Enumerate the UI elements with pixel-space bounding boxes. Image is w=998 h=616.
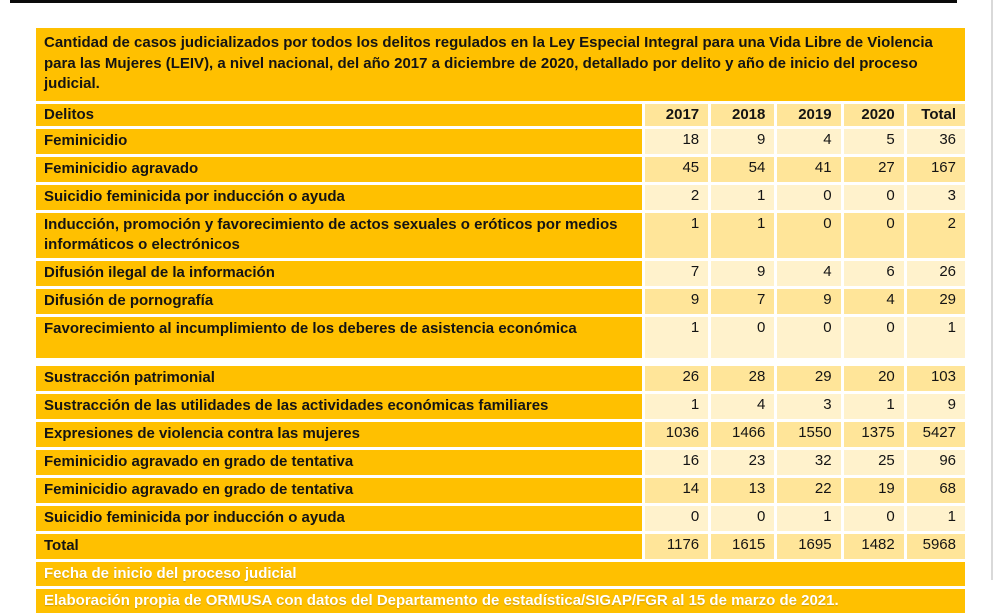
total-row xyxy=(36,534,965,559)
column-header-delitos: Delitos xyxy=(36,104,642,126)
column-header-row xyxy=(36,104,965,126)
value-cell: 9 xyxy=(907,394,965,419)
value-cell: 1036 xyxy=(645,422,708,447)
value-cell: 0 xyxy=(711,317,774,358)
value-cell: 4 xyxy=(711,394,774,419)
total-label: Total xyxy=(36,534,642,559)
value-cell: 0 xyxy=(844,213,904,258)
value-cell: 3 xyxy=(777,394,840,419)
value-cell: 0 xyxy=(777,185,840,210)
page-edge-rule xyxy=(991,0,993,580)
table-title-row xyxy=(36,28,965,101)
table-row xyxy=(36,129,965,154)
value-cell: 41 xyxy=(777,157,840,182)
total-value-2018: 1615 xyxy=(711,534,774,559)
value-cell: 1375 xyxy=(844,422,904,447)
value-cell: 0 xyxy=(844,506,904,531)
value-cell: 3 xyxy=(907,185,965,210)
column-header-2017: 2017 xyxy=(645,104,708,126)
table-title: Cantidad de casos judicializados por todos los delitos regulados en la Ley Especial Integral para una Vida Libre de Violencia para las Mujeres (LEIV), a nivel nacional, del año 2017 a diciembre de 2020, detallado por delito y año de inicio del proceso judicial. xyxy=(36,28,965,101)
value-cell: 27 xyxy=(844,157,904,182)
value-cell: 28 xyxy=(711,366,774,391)
value-cell: 0 xyxy=(844,317,904,358)
table-row xyxy=(36,289,965,314)
value-cell: 16 xyxy=(645,450,708,475)
value-cell: 1 xyxy=(907,506,965,531)
value-cell: 5427 xyxy=(907,422,965,447)
value-cell: 0 xyxy=(777,317,840,358)
value-cell: 14 xyxy=(645,478,708,503)
value-cell: 4 xyxy=(844,289,904,314)
value-cell: 9 xyxy=(711,129,774,154)
value-cell: 36 xyxy=(907,129,965,154)
delito-label: Favorecimiento al incumplimiento de los deberes de asistencia económica xyxy=(36,317,642,358)
column-header-2018: 2018 xyxy=(711,104,774,126)
row-gap-spacer xyxy=(36,361,965,363)
delito-label: Difusión ilegal de la información xyxy=(36,261,642,286)
value-cell: 6 xyxy=(844,261,904,286)
value-cell: 29 xyxy=(907,289,965,314)
leiv-cases-table xyxy=(33,25,968,616)
value-cell: 19 xyxy=(844,478,904,503)
value-cell: 9 xyxy=(777,289,840,314)
value-cell: 0 xyxy=(711,506,774,531)
leiv-table-container xyxy=(33,25,968,616)
table-row xyxy=(36,317,965,358)
value-cell: 2 xyxy=(645,185,708,210)
table-row xyxy=(36,185,965,210)
value-cell: 9 xyxy=(711,261,774,286)
source-note: Elaboración propia de ORMUSA con datos del Departamento de estadística/SIGAP/FGR al 15 de marzo de 2021. xyxy=(36,589,965,613)
total-value-2017: 1176 xyxy=(645,534,708,559)
value-cell: 22 xyxy=(777,478,840,503)
total-value-total: 5968 xyxy=(907,534,965,559)
value-cell: 1 xyxy=(777,506,840,531)
table-row xyxy=(36,422,965,447)
value-cell: 1 xyxy=(645,213,708,258)
value-cell: 1 xyxy=(711,213,774,258)
value-cell: 1 xyxy=(645,394,708,419)
table-row xyxy=(36,213,965,258)
delito-label: Expresiones de violencia contra las mujeres xyxy=(36,422,642,447)
value-cell: 167 xyxy=(907,157,965,182)
value-cell: 32 xyxy=(777,450,840,475)
value-cell: 20 xyxy=(844,366,904,391)
delito-label: Feminicidio agravado en grado de tentativa xyxy=(36,450,642,475)
delito-label: Difusión de pornografía xyxy=(36,289,642,314)
value-cell: 9 xyxy=(645,289,708,314)
total-value-2020: 1482 xyxy=(844,534,904,559)
value-cell: 4 xyxy=(777,129,840,154)
value-cell: 7 xyxy=(711,289,774,314)
value-cell: 1 xyxy=(711,185,774,210)
value-cell: 7 xyxy=(645,261,708,286)
value-cell: 26 xyxy=(907,261,965,286)
delito-label: Sustracción de las utilidades de las actividades económicas familiares xyxy=(36,394,642,419)
value-cell: 18 xyxy=(645,129,708,154)
total-value-2019: 1695 xyxy=(777,534,840,559)
value-cell: 23 xyxy=(711,450,774,475)
footer-note: Fecha de inicio del proceso judicial xyxy=(36,562,965,586)
footer-note-row xyxy=(36,562,965,586)
delito-label: Feminicidio agravado en grado de tentativa xyxy=(36,478,642,503)
value-cell: 4 xyxy=(777,261,840,286)
column-header-total: Total xyxy=(907,104,965,126)
table-row xyxy=(36,478,965,503)
value-cell: 29 xyxy=(777,366,840,391)
delito-label: Feminicidio agravado xyxy=(36,157,642,182)
value-cell: 5 xyxy=(844,129,904,154)
column-header-2020: 2020 xyxy=(844,104,904,126)
delito-label: Suicidio feminicida por inducción o ayuda xyxy=(36,506,642,531)
table-row xyxy=(36,394,965,419)
value-cell: 103 xyxy=(907,366,965,391)
source-note-row xyxy=(36,589,965,613)
value-cell: 13 xyxy=(711,478,774,503)
value-cell: 25 xyxy=(844,450,904,475)
table-row xyxy=(36,157,965,182)
value-cell: 1466 xyxy=(711,422,774,447)
value-cell: 96 xyxy=(907,450,965,475)
value-cell: 1 xyxy=(844,394,904,419)
table-row xyxy=(36,506,965,531)
delito-label: Sustracción patrimonial xyxy=(36,366,642,391)
value-cell: 54 xyxy=(711,157,774,182)
table-row xyxy=(36,261,965,286)
table-row xyxy=(36,450,965,475)
delito-label: Inducción, promoción y favorecimiento de actos sexuales o eróticos por medios informáticos o electrónicos xyxy=(36,213,642,258)
table-row xyxy=(36,366,965,391)
value-cell: 68 xyxy=(907,478,965,503)
value-cell: 0 xyxy=(777,213,840,258)
value-cell: 45 xyxy=(645,157,708,182)
value-cell: 0 xyxy=(844,185,904,210)
value-cell: 1 xyxy=(645,317,708,358)
top-border-rule xyxy=(10,0,957,3)
value-cell: 26 xyxy=(645,366,708,391)
delito-label: Feminicidio xyxy=(36,129,642,154)
delito-label: Suicidio feminicida por inducción o ayuda xyxy=(36,185,642,210)
value-cell: 2 xyxy=(907,213,965,258)
value-cell: 0 xyxy=(645,506,708,531)
value-cell: 1 xyxy=(907,317,965,358)
column-header-2019: 2019 xyxy=(777,104,840,126)
value-cell: 1550 xyxy=(777,422,840,447)
